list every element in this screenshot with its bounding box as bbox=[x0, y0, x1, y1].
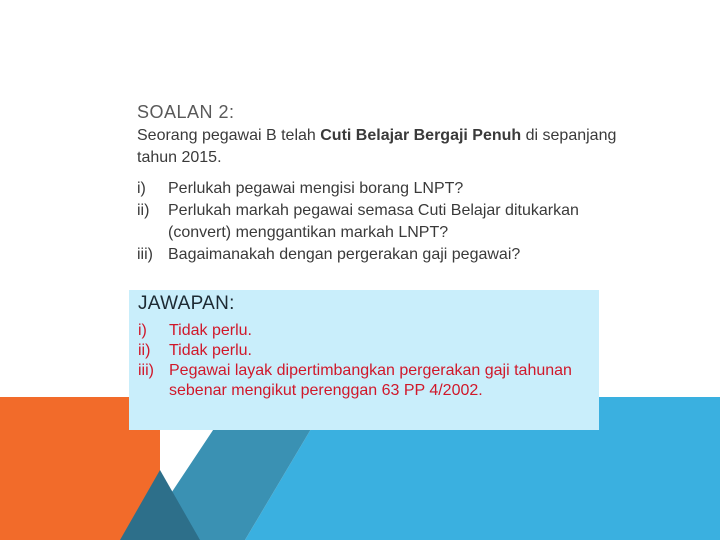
answer-number: iii) bbox=[138, 362, 154, 379]
question-text: Perlukah markah pegawai semasa Cuti Belajar ditukarkan (convert) menggantikan markah LNPT? bbox=[168, 202, 579, 241]
question-item bbox=[137, 178, 597, 200]
answer-item bbox=[138, 341, 599, 361]
answer-text: Pegawai layak dipertimbangkan pergerakan gaji tahunan sebenar mengikut perenggan 63 PP 4/2002. bbox=[169, 362, 572, 399]
question-item bbox=[137, 244, 597, 266]
question-text: Bagaimanakah dengan pergerakan gaji pegawai? bbox=[168, 246, 521, 263]
answer-item bbox=[138, 321, 599, 341]
question-number: i) bbox=[137, 180, 146, 197]
question-number: iii) bbox=[137, 246, 153, 263]
answer-box bbox=[129, 290, 599, 430]
answer-number: ii) bbox=[138, 342, 151, 359]
answer-text: Tidak perlu. bbox=[169, 342, 252, 359]
question-item bbox=[137, 200, 597, 244]
intro-bold: Cuti Belajar Bergaji Penuh bbox=[320, 127, 522, 144]
soalan-intro bbox=[137, 125, 617, 169]
soalan-title: SOALAN 2: bbox=[137, 102, 235, 122]
intro-before: Seorang pegawai B telah bbox=[137, 127, 321, 144]
question-number: ii) bbox=[137, 202, 150, 219]
intro-after: di sepanjang tahun 2015. bbox=[137, 127, 617, 166]
jawapan-title: JAWAPAN: bbox=[138, 293, 235, 314]
answer-item bbox=[138, 361, 599, 401]
question-text: Perlukah pegawai mengisi borang LNPT? bbox=[168, 180, 464, 197]
answer-number: i) bbox=[138, 322, 147, 339]
answer-list bbox=[138, 321, 599, 401]
answer-text: Tidak perlu. bbox=[169, 322, 252, 339]
question-list bbox=[137, 178, 597, 266]
